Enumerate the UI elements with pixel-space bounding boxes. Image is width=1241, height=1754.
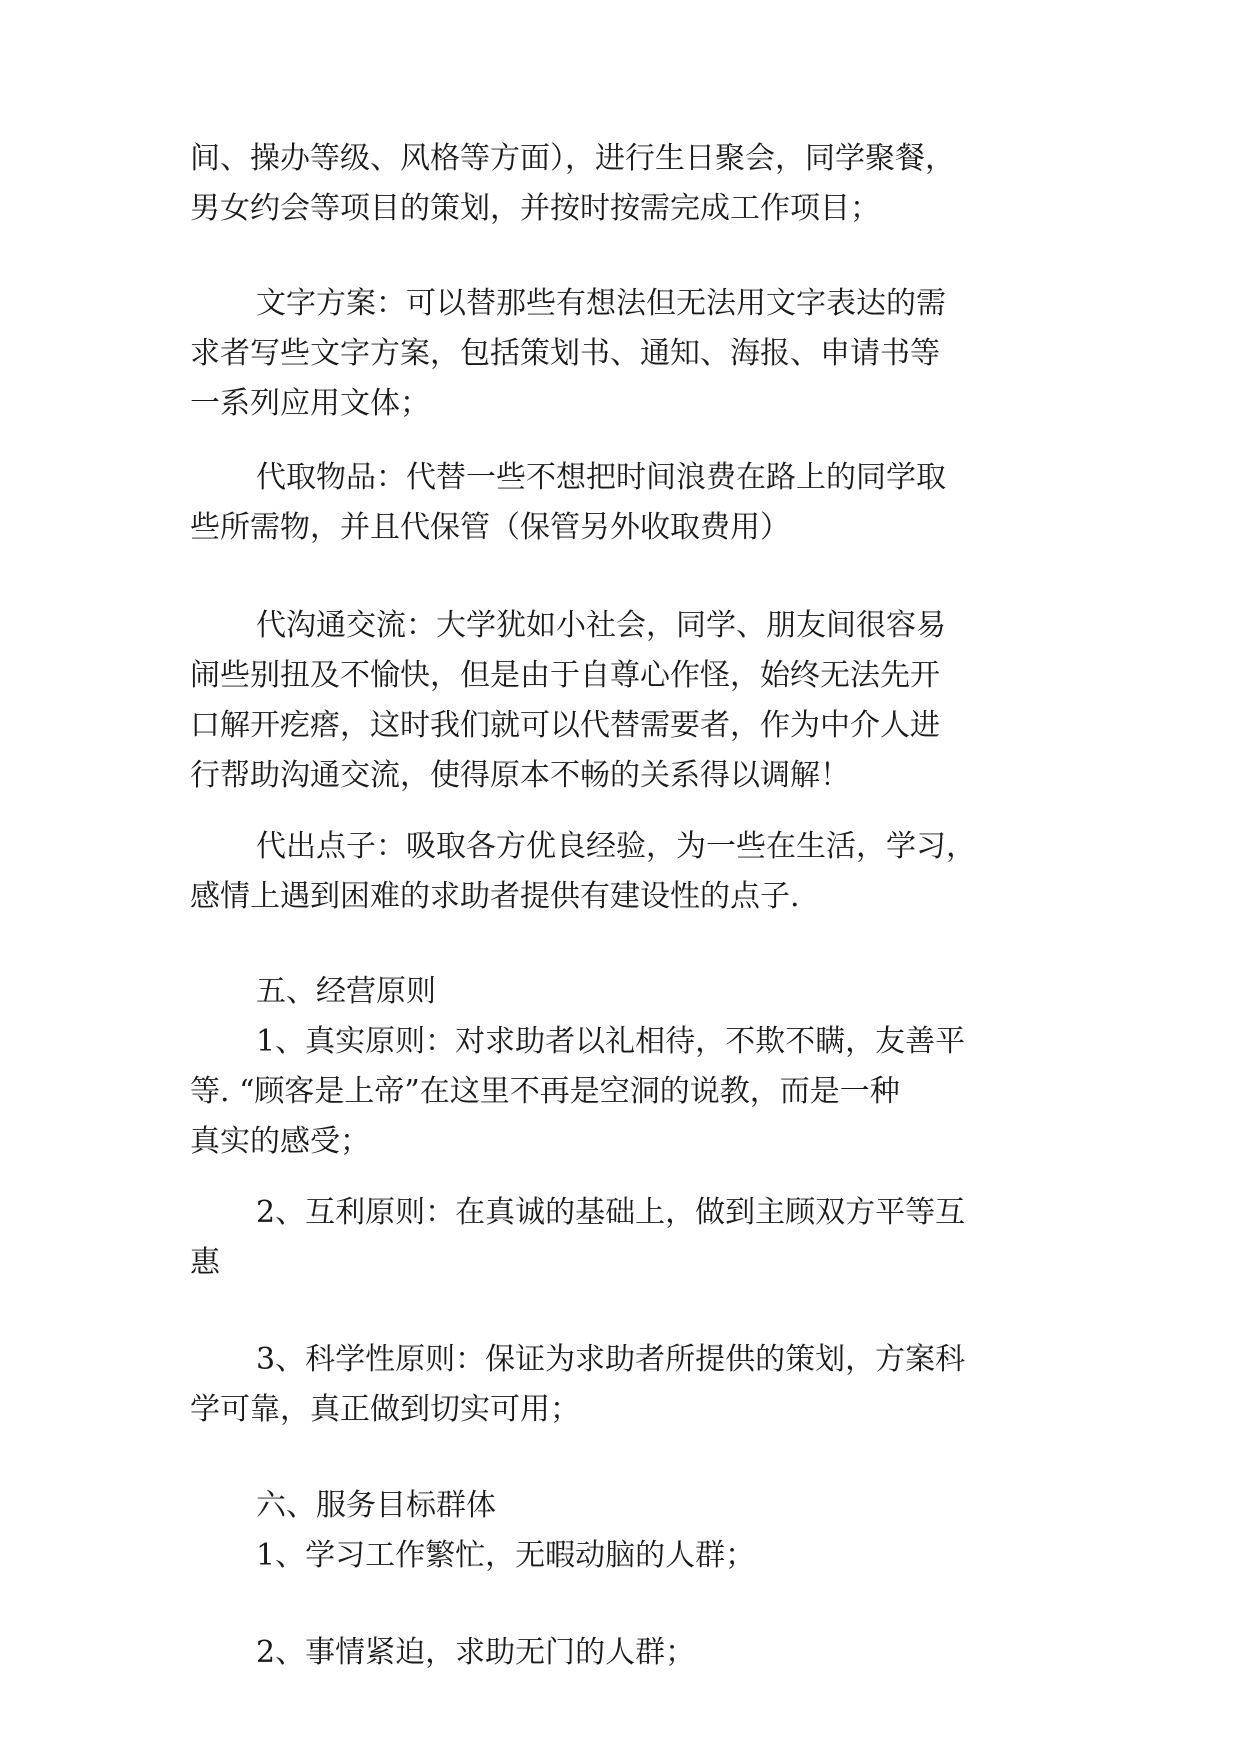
- text-line: 2、事情紧迫，求助无门的人群；: [256, 1635, 696, 1670]
- text-line: 文字方案：可以替那些有想法但无法用文字表达的需: [256, 286, 946, 321]
- text-line: 代沟通交流：大学犹如小社会，同学、朋友间很容易: [256, 608, 946, 643]
- text-line: 口解开疙瘩，这时我们就可以代替需要者，作为中介人进: [190, 708, 940, 743]
- text-line: 闹些别扭及不愉快，但是由于自尊心作怪，始终无法先开: [190, 658, 940, 693]
- paragraph-text-proposals: [190, 279, 1040, 429]
- text-line: 代取物品：代替一些不想把时间浪费在路上的同学取: [256, 460, 946, 495]
- paragraph-item-pickup: [190, 453, 1040, 553]
- paragraph-ideas: [190, 822, 1040, 922]
- paragraph-mutual-benefit: [190, 1188, 1040, 1288]
- text-line: 3、科学性原则：保证为求助者所提供的策划，方案科: [256, 1342, 966, 1377]
- text-line: 惠: [190, 1245, 220, 1280]
- text-line: 感情上遇到困难的求助者提供有建设性的点子.: [190, 879, 800, 914]
- section-target-groups: [190, 1481, 1040, 1581]
- paragraph-urgent-needs: [190, 1628, 1040, 1678]
- text-line: 些所需物，并且代保管（保管另外收取费用）: [190, 510, 790, 545]
- text-line: 等. “顾客是上帝”在这里不再是空洞的说教，而是一种: [190, 1074, 900, 1109]
- section-heading: 五、经营原则: [256, 974, 436, 1009]
- text-line: 求者写些文字方案，包括策划书、通知、海报、申请书等: [190, 336, 940, 371]
- text-line: 行帮助沟通交流，使得原本不畅的关系得以调解！: [190, 758, 850, 793]
- text-line: 代出点子：吸取各方优良经验，为一些在生活，学习，: [256, 829, 976, 864]
- text-line: 间、操办等级、风格等方面），进行生日聚会，同学聚餐，: [190, 141, 955, 176]
- paragraph-communication: [190, 601, 1040, 801]
- section-heading: 六、服务目标群体: [256, 1488, 496, 1523]
- text-line: 一系列应用文体；: [190, 386, 430, 421]
- paragraph-event-planning-continued: [190, 134, 1040, 234]
- text-line: 1、学习工作繁忙，无暇动脑的人群；: [256, 1538, 756, 1573]
- section-business-principles: [190, 967, 1040, 1167]
- text-line: 1、真实原则：对求助者以礼相待，不欺不瞒，友善平: [256, 1024, 966, 1059]
- text-line: 2、互利原则：在真诚的基础上，做到主顾双方平等互: [256, 1195, 966, 1230]
- text-line: 真实的感受；: [190, 1124, 370, 1159]
- text-line: 学可靠，真正做到切实可用；: [190, 1392, 580, 1427]
- paragraph-scientific-principle: [190, 1335, 1040, 1435]
- text-line: 男女约会等项目的策划，并按时按需完成工作项目；: [190, 191, 880, 226]
